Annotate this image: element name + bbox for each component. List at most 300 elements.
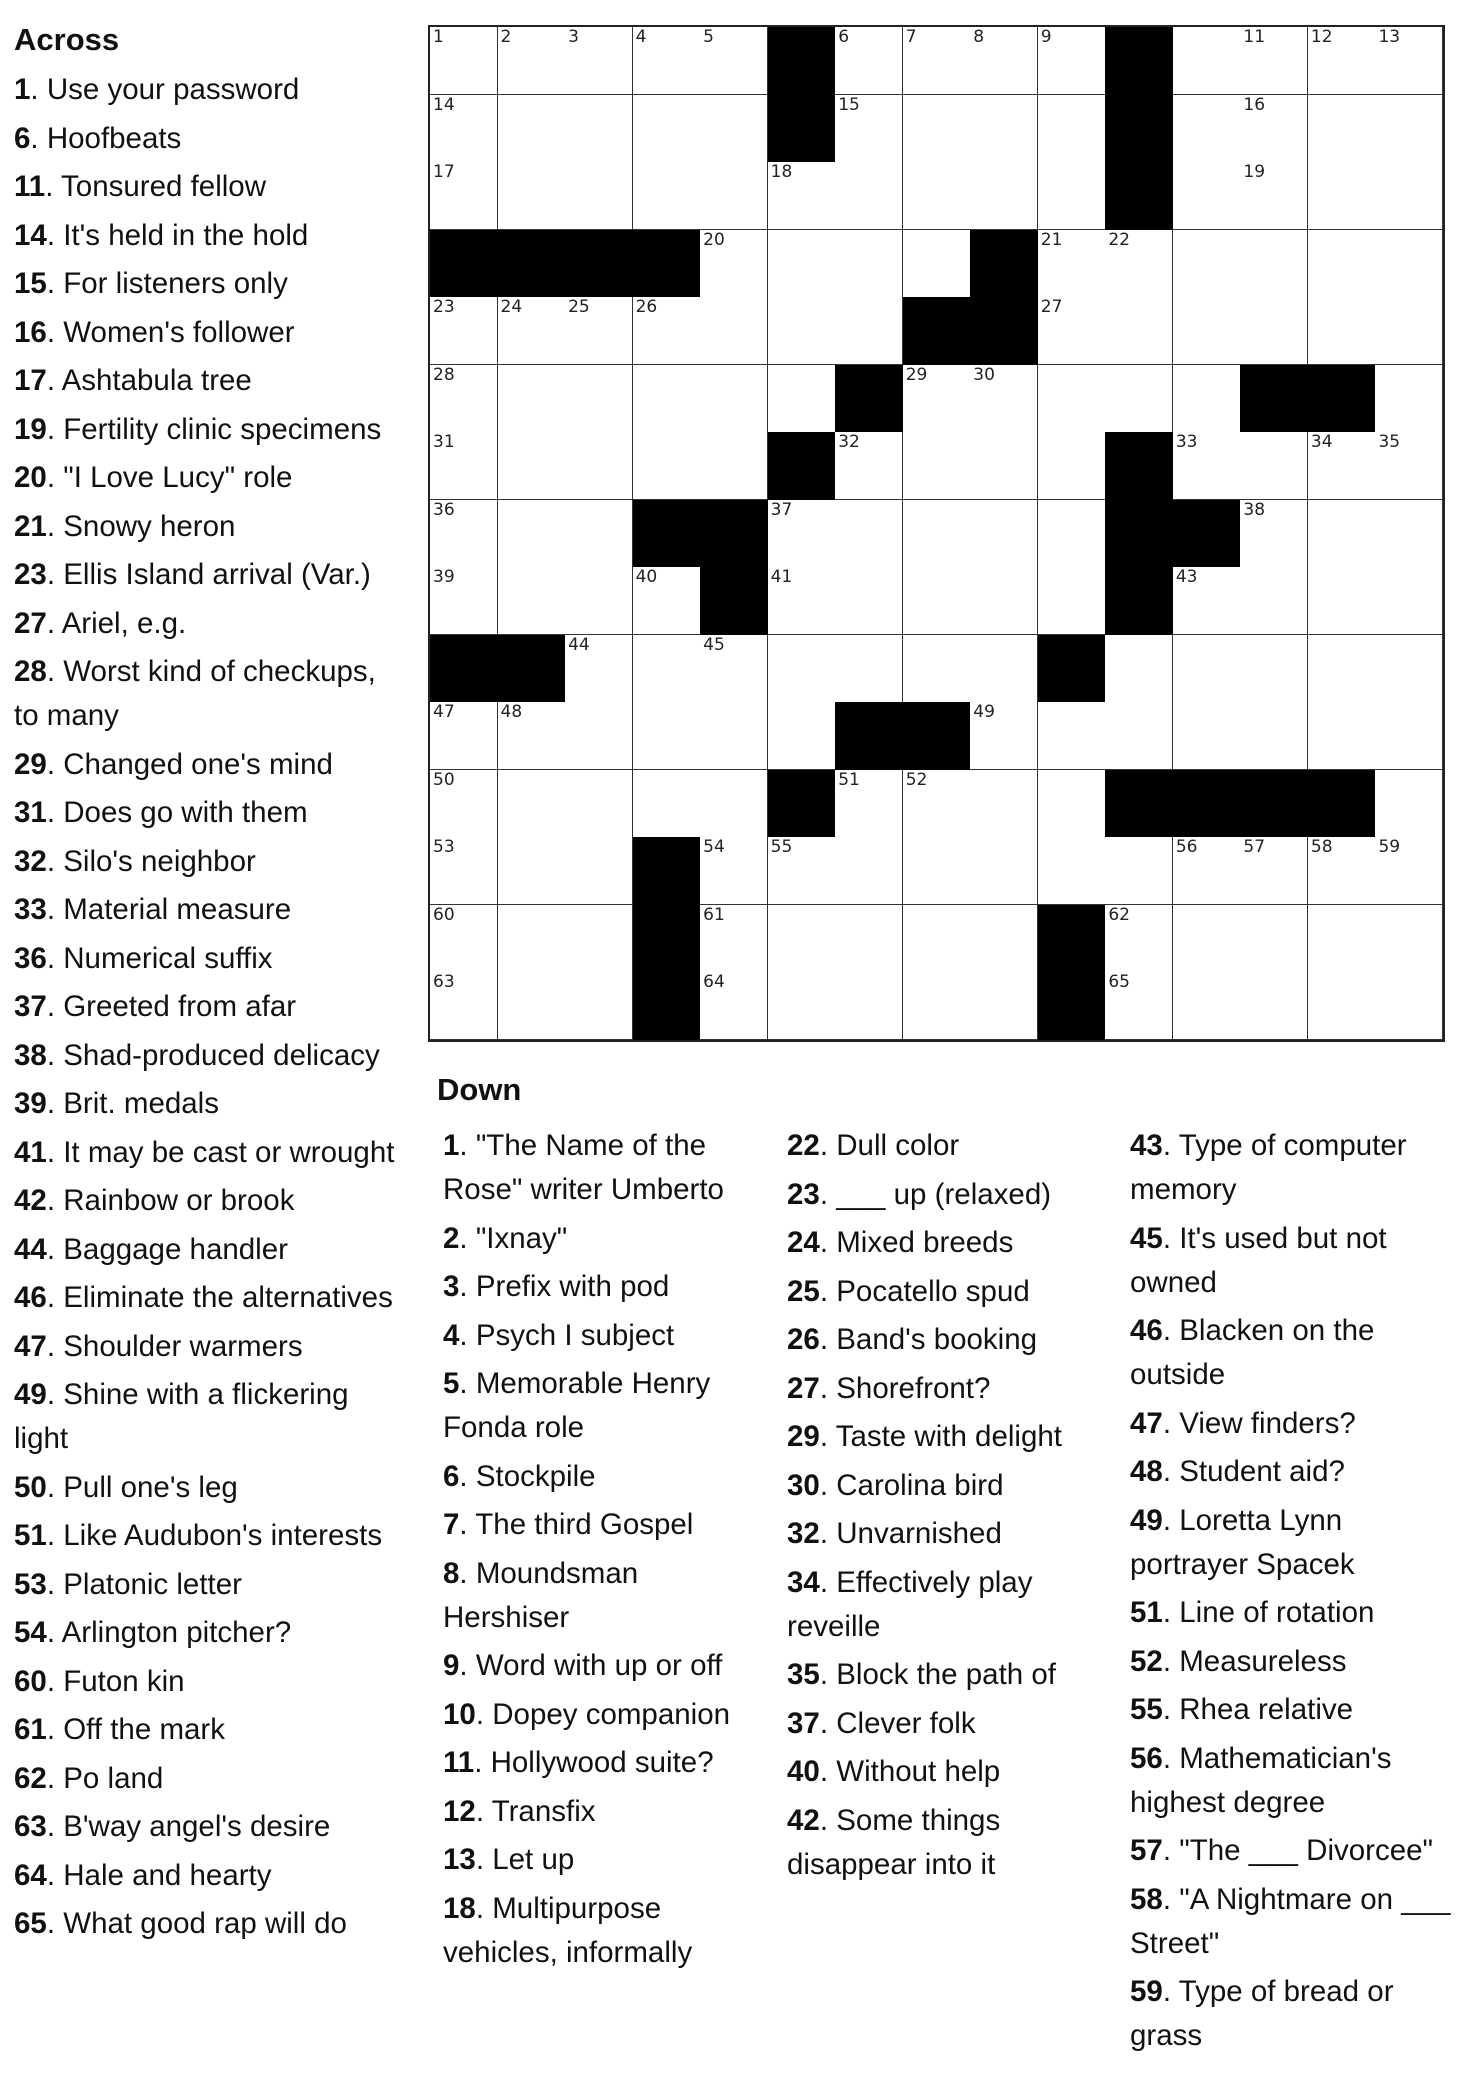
grid-cell[interactable]	[835, 230, 903, 298]
grid-cell[interactable]	[1173, 972, 1241, 1040]
grid-cell[interactable]	[565, 567, 633, 635]
grid-cell[interactable]	[565, 365, 633, 433]
grid-cell[interactable]	[1308, 297, 1376, 365]
grid-cell[interactable]	[430, 702, 498, 770]
clue-number: 16	[14, 315, 47, 349]
grid-cell[interactable]	[1173, 837, 1241, 905]
grid-cell[interactable]	[1375, 635, 1443, 703]
across-clue-29[interactable]: 29. Changed one's mind	[14, 747, 333, 781]
grid-cell[interactable]	[970, 162, 1038, 230]
down-clue-59[interactable]: 59. Type of bread or grass	[1130, 1975, 1394, 2052]
clue-number: 39	[14, 1087, 47, 1120]
across-clue-36[interactable]: 36. Numerical suffix	[14, 941, 273, 975]
grid-cell[interactable]	[1308, 972, 1376, 1040]
down-clue-22[interactable]: 22. Dull color	[787, 1129, 960, 1162]
grid-cell[interactable]	[1308, 702, 1376, 770]
grid-cell[interactable]	[1173, 567, 1241, 635]
across-clue-63[interactable]: 63. B'way angel's desire	[14, 1810, 331, 1843]
grid-cell[interactable]	[633, 365, 701, 433]
across-clue-16[interactable]: 16. Women's follower	[14, 315, 295, 349]
grid-cell[interactable]	[1375, 567, 1443, 635]
grid-cell[interactable]	[633, 770, 701, 838]
grid-cell[interactable]	[970, 95, 1038, 163]
grid-cell[interactable]	[1173, 27, 1241, 95]
grid-cell[interactable]	[430, 972, 498, 1040]
grid-cell[interactable]	[565, 95, 633, 163]
grid-cell[interactable]	[430, 95, 498, 163]
grid-block	[633, 837, 701, 905]
grid-cell[interactable]	[768, 972, 836, 1040]
down-clue-45[interactable]: 45. It's used but not owned	[1130, 1221, 1387, 1299]
grid-cell[interactable]	[970, 837, 1038, 905]
grid-cell[interactable]	[700, 27, 768, 95]
grid-cell[interactable]	[1038, 432, 1106, 500]
grid-cell[interactable]	[1240, 162, 1308, 230]
grid-cell[interactable]	[498, 95, 566, 163]
grid-cell[interactable]	[1240, 432, 1308, 500]
down-clue-56[interactable]: 56. Mathematician's highest degree	[1130, 1741, 1392, 1819]
grid-block	[1105, 162, 1173, 230]
across-clue-47[interactable]: 47. Shoulder warmers	[14, 1329, 303, 1363]
cell-number: 65	[1108, 972, 1130, 993]
across-clue-62[interactable]: 62. Po land	[14, 1761, 164, 1795]
down-clue-29[interactable]: 29. Taste with delight	[787, 1420, 1062, 1453]
grid-cell[interactable]	[1038, 230, 1106, 298]
clue-number: 46	[14, 1281, 47, 1314]
grid-cell[interactable]	[1038, 95, 1106, 163]
clue-text: Tonsured fellow	[61, 170, 267, 203]
grid-cell[interactable]	[1105, 230, 1173, 298]
grid-cell[interactable]	[768, 567, 836, 635]
grid-cell[interactable]	[1240, 27, 1308, 95]
across-clue-64[interactable]: 64. Hale and hearty	[14, 1858, 272, 1892]
grid-cell[interactable]	[633, 567, 701, 635]
down-clue-11[interactable]: 11. Hollywood suite?	[443, 1746, 714, 1779]
grid-cell[interactable]	[835, 297, 903, 365]
clue-number: 25	[787, 1274, 820, 1308]
grid-cell[interactable]	[700, 635, 768, 703]
grid-cell[interactable]	[1308, 500, 1376, 568]
down-clue-26[interactable]: 26. Band's booking	[787, 1323, 1038, 1356]
grid-cell[interactable]	[903, 770, 971, 838]
grid-cell[interactable]	[970, 905, 1038, 973]
grid-cell[interactable]	[700, 972, 768, 1040]
grid-cell[interactable]	[1308, 635, 1376, 703]
grid-cell[interactable]	[970, 500, 1038, 568]
grid-cell[interactable]	[1375, 162, 1443, 230]
grid-cell[interactable]	[835, 162, 903, 230]
grid-cell[interactable]	[1173, 162, 1241, 230]
grid-cell[interactable]	[565, 500, 633, 568]
grid-cell[interactable]	[1375, 905, 1443, 973]
grid-cell[interactable]	[768, 365, 836, 433]
grid-cell[interactable]	[1240, 95, 1308, 163]
down-clue-13[interactable]: 13. Let up	[443, 1843, 575, 1876]
down-clue-24[interactable]: 24. Mixed breeds	[787, 1226, 1014, 1259]
grid-cell[interactable]	[1308, 230, 1376, 298]
grid-cell[interactable]	[835, 837, 903, 905]
down-clue-2[interactable]: 2. "Ixnay"	[443, 1221, 568, 1255]
grid-cell[interactable]	[430, 27, 498, 95]
grid-cell[interactable]	[1038, 162, 1106, 230]
across-clue-50[interactable]: 50. Pull one's leg	[14, 1470, 238, 1504]
grid-cell[interactable]	[565, 162, 633, 230]
grid-cell[interactable]	[768, 500, 836, 568]
grid-cell[interactable]	[903, 500, 971, 568]
grid-cell[interactable]	[1038, 702, 1106, 770]
grid-block	[633, 905, 701, 973]
clue-number: 37	[787, 1706, 820, 1740]
grid-cell[interactable]	[498, 27, 566, 95]
down-clue-51[interactable]: 51. Line of rotation	[1130, 1596, 1375, 1629]
grid-cell[interactable]	[1038, 27, 1106, 95]
grid-cell[interactable]	[835, 27, 903, 95]
grid-cell[interactable]	[430, 837, 498, 905]
grid-block	[633, 230, 701, 298]
grid-cell[interactable]	[903, 95, 971, 163]
grid-block	[1038, 635, 1106, 703]
across-clue-23[interactable]: 23. Ellis Island arrival (Var.)	[14, 558, 371, 591]
clue-text: Greeted from afar	[63, 990, 297, 1023]
grid-cell[interactable]	[700, 432, 768, 500]
grid-cell[interactable]	[903, 365, 971, 433]
across-clue-20[interactable]: 20. "I Love Lucy" role	[14, 461, 293, 494]
across-clue-1[interactable]: 1. Use your password	[14, 73, 300, 106]
clue-number: 6	[443, 1459, 460, 1493]
grid-cell[interactable]	[1240, 972, 1308, 1040]
grid-cell[interactable]	[1105, 972, 1173, 1040]
grid-cell[interactable]	[768, 297, 836, 365]
grid-cell[interactable]	[1308, 162, 1376, 230]
grid-cell[interactable]	[970, 365, 1038, 433]
down-clue-47[interactable]: 47. View finders?	[1130, 1406, 1356, 1440]
clue-number: 62	[14, 1761, 47, 1795]
grid-cell[interactable]	[903, 162, 971, 230]
grid-cell[interactable]	[565, 770, 633, 838]
clue-number: 42	[14, 1184, 47, 1217]
grid-cell[interactable]	[1240, 635, 1308, 703]
grid-cell[interactable]	[430, 162, 498, 230]
grid-cell[interactable]	[1240, 500, 1308, 568]
clue-number: 1	[14, 73, 31, 106]
grid-cell[interactable]	[835, 500, 903, 568]
across-clue-44[interactable]: 44. Baggage handler	[14, 1232, 288, 1266]
across-clue-11[interactable]: 11. Tonsured fellow	[14, 170, 267, 203]
across-clue-28[interactable]: 28. Worst kind of checkups, to many	[14, 655, 376, 732]
grid-cell[interactable]	[1375, 702, 1443, 770]
grid-cell[interactable]	[498, 500, 566, 568]
down-clue-43[interactable]: 43. Type of computer memory	[1130, 1129, 1407, 1206]
grid-cell[interactable]	[1038, 297, 1106, 365]
grid-cell[interactable]	[1105, 837, 1173, 905]
down-clue-9[interactable]: 9. Word with up or off	[443, 1649, 723, 1682]
grid-cell[interactable]	[1375, 230, 1443, 298]
across-clue-33[interactable]: 33. Material measure	[14, 893, 292, 926]
grid-block	[565, 230, 633, 298]
grid-cell[interactable]	[1173, 230, 1241, 298]
down-clue-49[interactable]: 49. Loretta Lynn portrayer Spacek	[1130, 1503, 1355, 1581]
grid-cell[interactable]	[1038, 837, 1106, 905]
grid-cell[interactable]	[1105, 635, 1173, 703]
grid-cell[interactable]	[835, 972, 903, 1040]
cell-number: 33	[1175, 432, 1198, 453]
grid-cell[interactable]	[1173, 905, 1241, 973]
grid-cell[interactable]	[835, 905, 903, 973]
down-clue-12[interactable]: 12. Transfix	[443, 1794, 596, 1828]
grid-cell[interactable]	[700, 365, 768, 433]
grid-cell[interactable]	[1375, 837, 1443, 905]
down-clue-32[interactable]: 32. Unvarnished	[787, 1517, 1002, 1550]
grid-cell[interactable]	[1375, 365, 1443, 433]
down-clue-6[interactable]: 6. Stockpile	[443, 1459, 596, 1493]
clue-text: Arlington pitcher?	[61, 1616, 292, 1649]
grid-cell[interactable]	[498, 837, 566, 905]
across-clue-51[interactable]: 51. Like Audubon's interests	[14, 1519, 383, 1552]
grid-cell[interactable]	[633, 702, 701, 770]
grid-cell[interactable]	[1240, 567, 1308, 635]
grid-cell[interactable]	[430, 500, 498, 568]
grid-cell[interactable]	[1105, 905, 1173, 973]
across-clue-14[interactable]: 14. It's held in the hold	[14, 218, 309, 252]
grid-cell[interactable]	[1105, 702, 1173, 770]
grid-cell[interactable]	[768, 905, 836, 973]
grid-cell[interactable]	[1038, 567, 1106, 635]
grid-cell[interactable]	[1105, 365, 1173, 433]
clue-text: Use your password	[46, 73, 300, 106]
grid-cell[interactable]	[1308, 95, 1376, 163]
grid-cell[interactable]	[1240, 297, 1308, 365]
grid-cell[interactable]	[498, 702, 566, 770]
grid-cell[interactable]	[768, 162, 836, 230]
grid-cell[interactable]	[1375, 27, 1443, 95]
grid-cell[interactable]	[700, 297, 768, 365]
across-clue-42[interactable]: 42. Rainbow or brook	[14, 1184, 295, 1217]
grid-cell[interactable]	[835, 95, 903, 163]
grid-cell[interactable]	[565, 702, 633, 770]
grid-cell[interactable]	[768, 702, 836, 770]
grid-cell[interactable]	[970, 27, 1038, 95]
clue-text: Type of computer memory	[1130, 1129, 1407, 1206]
clue-text: Without help	[836, 1755, 1001, 1788]
down-clue-46[interactable]: 46. Blacken on the outside	[1130, 1314, 1375, 1391]
across-clue-27[interactable]: 27. Ariel, e.g.	[14, 606, 187, 640]
grid-cell[interactable]	[498, 365, 566, 433]
grid-cell[interactable]	[498, 297, 566, 365]
grid-cell[interactable]	[1038, 770, 1106, 838]
grid-cell[interactable]	[1375, 432, 1443, 500]
clue-text: Hale and hearty	[63, 1858, 272, 1892]
grid-cell[interactable]	[970, 432, 1038, 500]
down-clue-40[interactable]: 40. Without help	[787, 1755, 1001, 1788]
grid-cell[interactable]	[633, 27, 701, 95]
across-clue-61[interactable]: 61. Off the mark	[14, 1713, 225, 1746]
grid-cell[interactable]	[768, 230, 836, 298]
grid-cell[interactable]	[970, 972, 1038, 1040]
grid-cell[interactable]	[700, 702, 768, 770]
down-clue-35[interactable]: 35. Block the path of	[787, 1658, 1056, 1691]
clue-text: Platonic letter	[63, 1567, 242, 1601]
grid-cell[interactable]	[1038, 500, 1106, 568]
down-clue-1[interactable]: 1. "The Name of the Rose" writer Umberto	[443, 1129, 724, 1206]
grid-cell[interactable]	[430, 365, 498, 433]
grid-cell[interactable]	[633, 162, 701, 230]
grid-cell[interactable]	[1038, 365, 1106, 433]
grid-cell[interactable]	[700, 905, 768, 973]
grid-cell[interactable]	[903, 230, 971, 298]
down-clue-27[interactable]: 27. Shorefront?	[787, 1371, 991, 1405]
down-clue-5[interactable]: 5. Memorable Henry Fonda role	[443, 1367, 711, 1444]
grid-cell[interactable]	[1375, 500, 1443, 568]
grid-cell[interactable]	[1375, 297, 1443, 365]
grid-cell[interactable]	[835, 567, 903, 635]
grid-cell[interactable]	[633, 297, 701, 365]
down-clue-8[interactable]: 8. Moundsman Hershiser	[443, 1556, 639, 1634]
across-clue-54[interactable]: 54. Arlington pitcher?	[14, 1616, 292, 1649]
grid-cell[interactable]	[903, 635, 971, 703]
down-clue-48[interactable]: 48. Student aid?	[1130, 1455, 1345, 1488]
across-clue-31[interactable]: 31. Does go with them	[14, 796, 308, 829]
grid-cell[interactable]	[565, 905, 633, 973]
grid-cell[interactable]	[1308, 432, 1376, 500]
grid-cell[interactable]	[498, 432, 566, 500]
grid-cell[interactable]	[970, 567, 1038, 635]
across-clue-49[interactable]: 49. Shine with a flickering light	[14, 1378, 349, 1455]
grid-cell[interactable]	[1173, 635, 1241, 703]
grid-cell[interactable]	[633, 95, 701, 163]
grid-cell[interactable]	[1173, 95, 1241, 163]
grid-cell[interactable]	[700, 95, 768, 163]
down-clue-23[interactable]: 23. ___ up (relaxed)	[787, 1177, 1052, 1211]
grid-cell[interactable]	[430, 567, 498, 635]
clue-text: Clever folk	[836, 1706, 976, 1740]
grid-cell[interactable]	[1173, 365, 1241, 433]
grid-cell[interactable]	[498, 972, 566, 1040]
grid-block	[903, 297, 971, 365]
grid-cell[interactable]	[1173, 297, 1241, 365]
grid-cell[interactable]	[430, 432, 498, 500]
across-clue-41[interactable]: 41. It may be cast or wrought	[14, 1135, 395, 1169]
grid-cell[interactable]	[1308, 27, 1376, 95]
grid-cell[interactable]	[700, 230, 768, 298]
grid-cell[interactable]	[970, 702, 1038, 770]
grid-cell[interactable]	[633, 432, 701, 500]
grid-cell[interactable]	[1240, 905, 1308, 973]
down-clue-10[interactable]: 10. Dopey companion	[443, 1697, 731, 1731]
down-clue-52[interactable]: 52. Measureless	[1130, 1644, 1347, 1678]
grid-cell[interactable]	[835, 432, 903, 500]
cell-number: 18	[770, 162, 793, 183]
down-clue-18[interactable]: 18. Multipurpose vehicles, informally	[443, 1891, 693, 1969]
grid-cell[interactable]	[430, 297, 498, 365]
cell-number: 5	[703, 27, 714, 47]
grid-cell[interactable]	[970, 770, 1038, 838]
grid-cell[interactable]	[1375, 770, 1443, 838]
down-clue-7[interactable]: 7. The third Gospel	[443, 1508, 694, 1541]
grid-cell[interactable]	[1240, 230, 1308, 298]
grid-cell[interactable]	[970, 635, 1038, 703]
grid-cell[interactable]	[903, 905, 971, 973]
grid-cell[interactable]	[565, 432, 633, 500]
grid-cell[interactable]	[565, 297, 633, 365]
down-clue-34[interactable]: 34. Effectively play reveille	[787, 1565, 1033, 1643]
grid-cell[interactable]	[498, 567, 566, 635]
grid-cell[interactable]	[1173, 702, 1241, 770]
across-clue-65[interactable]: 65. What good rap will do	[14, 1907, 347, 1940]
grid-cell[interactable]	[903, 432, 971, 500]
grid-cell[interactable]	[498, 770, 566, 838]
grid-cell[interactable]	[1240, 702, 1308, 770]
grid-cell[interactable]	[700, 162, 768, 230]
grid-cell[interactable]	[1308, 567, 1376, 635]
across-clue-21[interactable]: 21. Snowy heron	[14, 509, 236, 543]
across-clue-37[interactable]: 37. Greeted from afar	[14, 990, 297, 1023]
grid-cell[interactable]	[1308, 837, 1376, 905]
grid-cell[interactable]	[565, 635, 633, 703]
across-clue-17[interactable]: 17. Ashtabula tree	[14, 364, 252, 397]
grid-cell[interactable]	[903, 567, 971, 635]
down-clue-57[interactable]: 57. "The ___ Divorcee"	[1130, 1834, 1434, 1867]
down-clue-30[interactable]: 30. Carolina bird	[787, 1468, 1004, 1502]
grid-cell[interactable]	[430, 770, 498, 838]
down-clue-3[interactable]: 3. Prefix with pod	[443, 1270, 670, 1303]
grid-cell[interactable]	[700, 770, 768, 838]
clue-text: Po land	[63, 1761, 164, 1795]
clue-text: Measureless	[1179, 1644, 1347, 1678]
grid-cell[interactable]	[768, 635, 836, 703]
cell-number: 37	[770, 499, 793, 520]
grid-cell[interactable]	[903, 27, 971, 95]
grid-cell[interactable]	[1173, 432, 1241, 500]
across-clue-15[interactable]: 15. For listeners only	[14, 267, 288, 300]
across-clue-60[interactable]: 60. Futon kin	[14, 1664, 185, 1698]
grid-cell[interactable]	[1375, 972, 1443, 1040]
down-clue-37[interactable]: 37. Clever folk	[787, 1706, 976, 1740]
down-clue-55[interactable]: 55. Rhea relative	[1130, 1693, 1354, 1726]
across-clue-19[interactable]: 19. Fertility clinic specimens	[14, 412, 382, 446]
grid-cell[interactable]	[565, 972, 633, 1040]
grid-cell[interactable]	[1105, 297, 1173, 365]
grid-cell[interactable]	[903, 837, 971, 905]
down-clue-42[interactable]: 42. Some things disappear into it	[787, 1803, 1001, 1881]
grid-cell[interactable]	[498, 162, 566, 230]
across-clue-53[interactable]: 53. Platonic letter	[14, 1567, 242, 1601]
grid-cell[interactable]	[903, 972, 971, 1040]
clue-text: It's held in the hold	[63, 218, 309, 252]
across-clue-38[interactable]: 38. Shad-produced delicacy	[14, 1038, 380, 1072]
across-clue-39[interactable]: 39. Brit. medals	[14, 1087, 219, 1120]
grid-cell[interactable]	[430, 905, 498, 973]
grid-cell[interactable]	[700, 837, 768, 905]
across-clue-6[interactable]: 6. Hoofbeats	[14, 121, 182, 155]
grid-cell[interactable]	[565, 837, 633, 905]
clue-text: Women's follower	[63, 315, 295, 349]
grid-cell[interactable]	[1308, 905, 1376, 973]
grid-block	[970, 297, 1038, 365]
down-clue-58[interactable]: 58. "A Nightmare on ___ Street"	[1130, 1882, 1451, 1960]
grid-cell[interactable]	[498, 905, 566, 973]
grid-cell[interactable]	[633, 635, 701, 703]
grid-cell[interactable]	[835, 635, 903, 703]
grid-cell[interactable]	[835, 770, 903, 838]
grid-cell[interactable]	[768, 837, 836, 905]
down-clue-25[interactable]: 25. Pocatello spud	[787, 1274, 1030, 1308]
grid-cell[interactable]	[1375, 95, 1443, 163]
grid-cell[interactable]	[565, 27, 633, 95]
grid-cell[interactable]	[1240, 837, 1308, 905]
down-clue-4[interactable]: 4. Psych I subject	[443, 1318, 675, 1352]
across-clue-46[interactable]: 46. Eliminate the alternatives	[14, 1281, 393, 1314]
across-clue-32[interactable]: 32. Silo's neighbor	[14, 844, 256, 878]
